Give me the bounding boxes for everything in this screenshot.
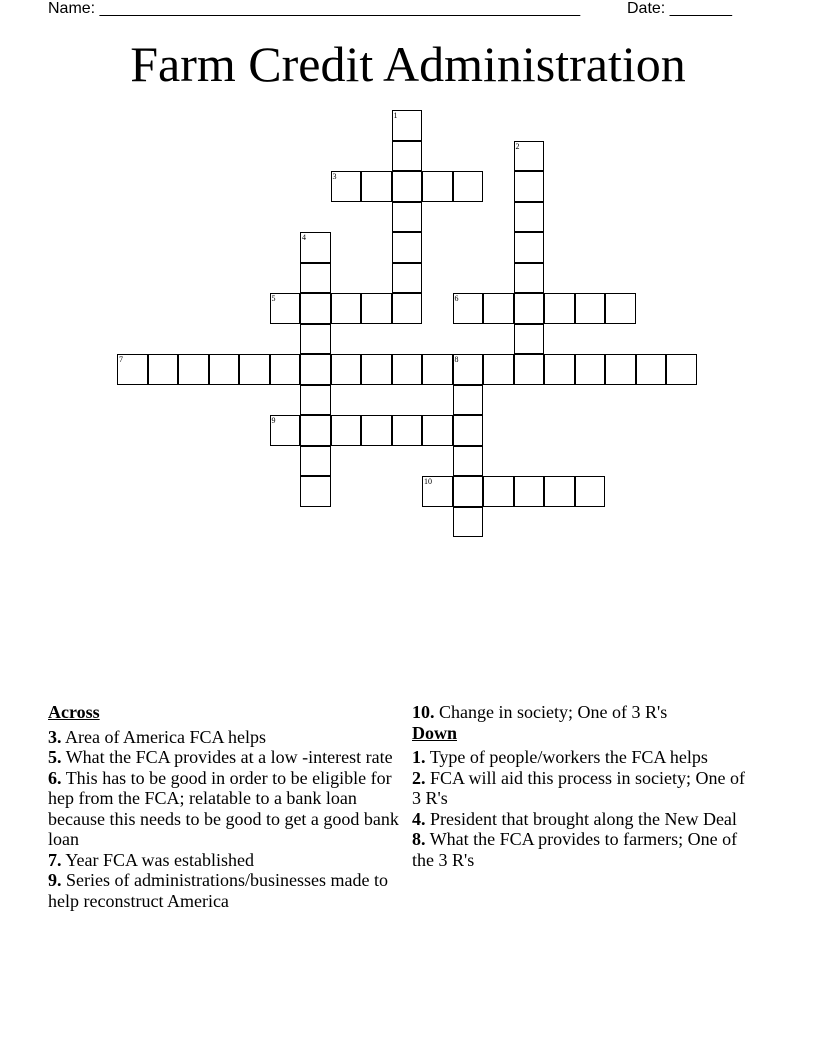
crossword-cell[interactable] xyxy=(361,171,392,202)
crossword-cell[interactable] xyxy=(178,354,209,385)
clue-number: 1. xyxy=(412,747,426,767)
name-field[interactable]: Name: ______________________________________________________ xyxy=(48,0,581,17)
crossword-cell[interactable] xyxy=(514,232,545,263)
crossword-cell[interactable] xyxy=(209,354,240,385)
across-clue-10 xyxy=(412,702,757,723)
clue-number: 6. xyxy=(48,767,62,788)
crossword-cell[interactable] xyxy=(514,141,545,172)
page-title: Farm Credit Administration xyxy=(130,36,686,92)
crossword-cell[interactable] xyxy=(453,476,484,507)
clues-left-column xyxy=(48,702,410,911)
clue-number: 8. xyxy=(412,829,426,849)
clue-text: What the FCA provides at a low -interest rate xyxy=(65,747,393,767)
crossword-cell[interactable] xyxy=(300,263,331,294)
crossword-cell[interactable] xyxy=(575,354,606,385)
crossword-cell[interactable] xyxy=(483,354,514,385)
cell-number: 7 xyxy=(119,355,123,364)
cell-number: 1 xyxy=(393,111,398,120)
crossword-cell[interactable] xyxy=(605,293,636,324)
cell-number: 3 xyxy=(332,172,337,181)
crossword-cell[interactable] xyxy=(514,171,545,202)
clue-text: Area of America FCA helps xyxy=(65,726,266,747)
across-clue-6 xyxy=(48,768,410,850)
crossword-cell[interactable] xyxy=(605,354,636,385)
crossword-cell[interactable] xyxy=(300,354,331,385)
clue-text: What the FCA provides to farmers; One of the 3 R's xyxy=(412,829,738,870)
clue-text: Series of administrations/businesses made to help reconstruct America xyxy=(48,870,388,911)
crossword-cell[interactable] xyxy=(453,385,484,416)
clue-number: 7. xyxy=(48,849,62,870)
crossword-cell[interactable] xyxy=(331,293,362,324)
cell-number: 10 xyxy=(424,477,432,486)
crossword-cell[interactable] xyxy=(331,354,362,385)
down-heading: Down xyxy=(412,722,458,743)
crossword-cell[interactable] xyxy=(636,354,667,385)
crossword-cell[interactable] xyxy=(514,263,545,294)
crossword-cell[interactable] xyxy=(453,171,484,202)
crossword-cell[interactable] xyxy=(392,415,423,446)
crossword-cell[interactable] xyxy=(392,110,423,141)
cell-number: 5 xyxy=(271,294,276,303)
crossword-cell[interactable] xyxy=(361,415,392,446)
crossword-cell[interactable] xyxy=(514,293,545,324)
crossword-cell[interactable] xyxy=(544,293,575,324)
crossword-cell[interactable] xyxy=(483,293,514,324)
crossword-cell[interactable] xyxy=(148,354,179,385)
crossword-cell[interactable] xyxy=(117,354,148,385)
clue-text: President that brought along the New Deal xyxy=(430,808,737,829)
crossword-cell[interactable] xyxy=(392,202,423,233)
crossword-cell[interactable] xyxy=(544,476,575,507)
crossword-cell[interactable] xyxy=(361,354,392,385)
crossword-cell[interactable] xyxy=(392,232,423,263)
cell-number: 8 xyxy=(454,355,459,364)
clue-number: 9. xyxy=(48,870,62,890)
crossword-cell[interactable] xyxy=(453,415,484,446)
crossword-cell[interactable] xyxy=(422,171,453,202)
crossword-cell[interactable] xyxy=(300,324,331,355)
down-clue-1 xyxy=(412,747,757,768)
across-clue-9 xyxy=(48,870,410,911)
crossword-cell[interactable] xyxy=(270,354,301,385)
crossword-cell[interactable] xyxy=(361,293,392,324)
clue-number: 10. xyxy=(412,702,435,722)
clue-number: 5. xyxy=(48,747,62,767)
clue-number: 4. xyxy=(412,808,426,829)
crossword-cell[interactable] xyxy=(239,354,270,385)
down-clue-2 xyxy=(412,768,757,809)
clue-number: 3. xyxy=(48,726,62,747)
cell-number: 9 xyxy=(271,416,276,425)
crossword-cell[interactable] xyxy=(300,385,331,416)
crossword-cell[interactable] xyxy=(483,476,514,507)
across-clue-7 xyxy=(48,850,410,871)
crossword-cell[interactable] xyxy=(300,232,331,263)
across-heading: Across xyxy=(48,702,100,722)
crossword-cell[interactable] xyxy=(514,476,545,507)
crossword-cell[interactable] xyxy=(575,293,606,324)
crossword-cell[interactable] xyxy=(514,202,545,233)
clue-text: Year FCA was established xyxy=(65,849,255,870)
crossword-cell[interactable] xyxy=(453,354,484,385)
crossword-cell[interactable] xyxy=(331,415,362,446)
crossword-cell[interactable] xyxy=(270,415,301,446)
cell-number: 2 xyxy=(515,141,520,151)
crossword-cell[interactable] xyxy=(453,293,484,324)
down-clue-4 xyxy=(412,809,757,830)
crossword-cell[interactable] xyxy=(392,293,423,324)
crossword-cell[interactable] xyxy=(514,354,545,385)
crossword-cell[interactable] xyxy=(392,141,423,172)
crossword-cell[interactable] xyxy=(453,507,484,538)
across-clue-3 xyxy=(48,727,410,748)
crossword-cell[interactable] xyxy=(422,476,453,507)
across-clue-5 xyxy=(48,747,410,768)
crossword-cell[interactable] xyxy=(544,354,575,385)
crossword-cell[interactable] xyxy=(392,354,423,385)
crossword-cell[interactable] xyxy=(300,476,331,507)
clue-text: FCA will aid this process in society; One of 3 R's xyxy=(412,767,745,808)
crossword-cell[interactable] xyxy=(392,171,423,202)
crossword-cell[interactable] xyxy=(422,354,453,385)
crossword-cell[interactable] xyxy=(575,476,606,507)
crossword-cell[interactable] xyxy=(453,446,484,477)
crossword-cell[interactable] xyxy=(331,171,362,202)
crossword-cell[interactable] xyxy=(514,324,545,355)
crossword-cell[interactable] xyxy=(300,293,331,324)
crossword-cell[interactable] xyxy=(270,293,301,324)
crossword-cell[interactable] xyxy=(300,446,331,477)
cell-number: 4 xyxy=(302,233,306,242)
crossword-cell[interactable] xyxy=(392,263,423,294)
clue-text: Type of people/workers the FCA helps xyxy=(429,747,708,767)
clues-right-column xyxy=(412,702,757,870)
date-field[interactable]: Date: _______ xyxy=(627,0,732,17)
cell-number: 6 xyxy=(454,294,459,303)
clue-number: 2. xyxy=(412,767,426,788)
clue-text: Change in society; One of 3 R's xyxy=(439,702,668,722)
clue-text: This has to be good in order to be eligible for hep from the FCA; relatable to a bank loan because this needs to be good to get a good bank loan xyxy=(48,767,399,849)
crossword-cell[interactable] xyxy=(300,415,331,446)
crossword-cell[interactable] xyxy=(666,354,697,385)
crossword-cell[interactable] xyxy=(422,415,453,446)
down-clue-8 xyxy=(412,829,757,870)
